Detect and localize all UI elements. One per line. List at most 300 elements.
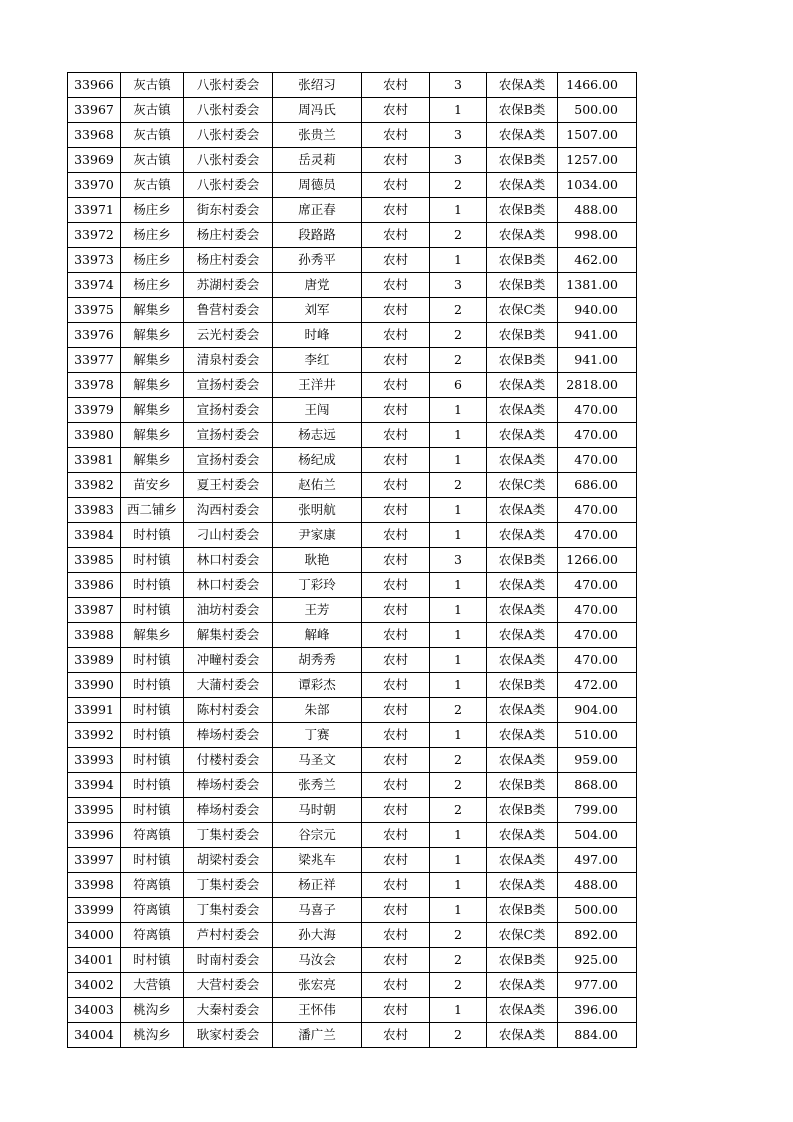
cell-amount: 504.00	[558, 823, 637, 848]
cell-type: 农村	[362, 598, 430, 623]
cell-amount: 500.00	[558, 98, 637, 123]
cell-id: 33969	[68, 148, 121, 173]
cell-village: 八张村委会	[184, 148, 273, 173]
cell-type: 农村	[362, 198, 430, 223]
cell-town: 符离镇	[121, 923, 184, 948]
cell-type: 农村	[362, 298, 430, 323]
table-row	[68, 473, 637, 498]
cell-village: 大秦村委会	[184, 998, 273, 1023]
cell-category: 农保A类	[487, 973, 558, 998]
cell-count: 3	[430, 548, 487, 573]
cell-amount: 500.00	[558, 898, 637, 923]
cell-type: 农村	[362, 323, 430, 348]
cell-category: 农保A类	[487, 223, 558, 248]
records-table	[67, 72, 637, 1048]
table-row	[68, 298, 637, 323]
cell-name: 唐党	[273, 273, 362, 298]
cell-id: 33987	[68, 598, 121, 623]
cell-type: 农村	[362, 423, 430, 448]
cell-town: 杨庄乡	[121, 248, 184, 273]
cell-type: 农村	[362, 873, 430, 898]
cell-name: 马圣文	[273, 748, 362, 773]
cell-amount: 462.00	[558, 248, 637, 273]
cell-type: 农村	[362, 548, 430, 573]
cell-count: 2	[430, 173, 487, 198]
table-row	[68, 998, 637, 1023]
cell-amount: 470.00	[558, 523, 637, 548]
cell-category: 农保B类	[487, 798, 558, 823]
cell-count: 1	[430, 573, 487, 598]
cell-count: 1	[430, 648, 487, 673]
cell-type: 农村	[362, 248, 430, 273]
cell-name: 王芳	[273, 598, 362, 623]
cell-name: 周德员	[273, 173, 362, 198]
table-row	[68, 323, 637, 348]
cell-type: 农村	[362, 123, 430, 148]
cell-town: 时村镇	[121, 848, 184, 873]
cell-category: 农保B类	[487, 948, 558, 973]
cell-type: 农村	[362, 698, 430, 723]
cell-name: 杨志远	[273, 423, 362, 448]
cell-category: 农保B类	[487, 673, 558, 698]
cell-village: 棒场村委会	[184, 773, 273, 798]
cell-village: 陈村村委会	[184, 698, 273, 723]
table-row	[68, 348, 637, 373]
cell-count: 1	[430, 673, 487, 698]
cell-category: 农保B类	[487, 248, 558, 273]
table-row	[68, 623, 637, 648]
cell-count: 3	[430, 273, 487, 298]
cell-town: 时村镇	[121, 748, 184, 773]
cell-category: 农保A类	[487, 448, 558, 473]
cell-id: 33997	[68, 848, 121, 873]
cell-town: 时村镇	[121, 948, 184, 973]
cell-count: 1	[430, 598, 487, 623]
table-row	[68, 1023, 637, 1048]
cell-count: 2	[430, 948, 487, 973]
cell-count: 2	[430, 748, 487, 773]
cell-town: 解集乡	[121, 373, 184, 398]
cell-village: 杨庄村委会	[184, 248, 273, 273]
cell-count: 1	[430, 98, 487, 123]
cell-town: 时村镇	[121, 798, 184, 823]
cell-type: 农村	[362, 848, 430, 873]
cell-village: 清泉村委会	[184, 348, 273, 373]
cell-amount: 1257.00	[558, 148, 637, 173]
cell-town: 时村镇	[121, 573, 184, 598]
cell-id: 33976	[68, 323, 121, 348]
cell-village: 棒场村委会	[184, 723, 273, 748]
cell-town: 解集乡	[121, 348, 184, 373]
cell-type: 农村	[362, 998, 430, 1023]
cell-id: 33971	[68, 198, 121, 223]
cell-category: 农保A类	[487, 723, 558, 748]
cell-id: 33980	[68, 423, 121, 448]
cell-name: 耿艳	[273, 548, 362, 573]
table-row	[68, 898, 637, 923]
cell-count: 1	[430, 398, 487, 423]
cell-village: 耿家村委会	[184, 1023, 273, 1048]
table-row	[68, 423, 637, 448]
cell-village: 宣扬村委会	[184, 373, 273, 398]
cell-village: 宣扬村委会	[184, 423, 273, 448]
cell-category: 农保B类	[487, 273, 558, 298]
cell-type: 农村	[362, 448, 430, 473]
cell-amount: 472.00	[558, 673, 637, 698]
cell-name: 张贵兰	[273, 123, 362, 148]
cell-type: 农村	[362, 373, 430, 398]
cell-id: 33989	[68, 648, 121, 673]
cell-count: 3	[430, 148, 487, 173]
table-row	[68, 723, 637, 748]
cell-id: 33982	[68, 473, 121, 498]
cell-type: 农村	[362, 723, 430, 748]
cell-amount: 940.00	[558, 298, 637, 323]
cell-count: 1	[430, 623, 487, 648]
cell-name: 李红	[273, 348, 362, 373]
cell-name: 时峰	[273, 323, 362, 348]
cell-category: 农保A类	[487, 123, 558, 148]
cell-category: 农保A类	[487, 1023, 558, 1048]
cell-town: 时村镇	[121, 723, 184, 748]
cell-type: 农村	[362, 348, 430, 373]
cell-category: 农保A类	[487, 748, 558, 773]
cell-id: 33994	[68, 773, 121, 798]
cell-village: 林口村委会	[184, 548, 273, 573]
cell-type: 农村	[362, 748, 430, 773]
cell-count: 1	[430, 198, 487, 223]
cell-name: 孙大海	[273, 923, 362, 948]
cell-count: 2	[430, 698, 487, 723]
cell-id: 33972	[68, 223, 121, 248]
table-row	[68, 673, 637, 698]
cell-name: 段路路	[273, 223, 362, 248]
cell-type: 农村	[362, 523, 430, 548]
cell-town: 时村镇	[121, 648, 184, 673]
cell-category: 农保A类	[487, 873, 558, 898]
cell-village: 宣扬村委会	[184, 448, 273, 473]
cell-town: 时村镇	[121, 523, 184, 548]
cell-amount: 977.00	[558, 973, 637, 998]
cell-amount: 396.00	[558, 998, 637, 1023]
cell-category: 农保B类	[487, 348, 558, 373]
cell-type: 农村	[362, 773, 430, 798]
cell-category: 农保B类	[487, 98, 558, 123]
table-row	[68, 648, 637, 673]
cell-id: 34001	[68, 948, 121, 973]
cell-category: 农保B类	[487, 323, 558, 348]
cell-village: 解集村委会	[184, 623, 273, 648]
cell-amount: 2818.00	[558, 373, 637, 398]
cell-name: 王闯	[273, 398, 362, 423]
cell-town: 杨庄乡	[121, 198, 184, 223]
table-row	[68, 148, 637, 173]
cell-count: 3	[430, 73, 487, 98]
cell-type: 农村	[362, 398, 430, 423]
table-row	[68, 923, 637, 948]
cell-category: 农保A类	[487, 598, 558, 623]
cell-town: 灰古镇	[121, 173, 184, 198]
cell-village: 林口村委会	[184, 573, 273, 598]
cell-amount: 904.00	[558, 698, 637, 723]
cell-id: 33990	[68, 673, 121, 698]
cell-category: 农保B类	[487, 198, 558, 223]
cell-type: 农村	[362, 973, 430, 998]
cell-category: 农保A类	[487, 623, 558, 648]
cell-name: 张秀兰	[273, 773, 362, 798]
cell-id: 33988	[68, 623, 121, 648]
cell-town: 大营镇	[121, 973, 184, 998]
cell-count: 1	[430, 848, 487, 873]
cell-id: 33978	[68, 373, 121, 398]
cell-name: 胡秀秀	[273, 648, 362, 673]
cell-type: 农村	[362, 148, 430, 173]
cell-count: 2	[430, 973, 487, 998]
table-row	[68, 223, 637, 248]
cell-count: 1	[430, 723, 487, 748]
cell-amount: 510.00	[558, 723, 637, 748]
cell-village: 付楼村委会	[184, 748, 273, 773]
cell-category: 农保A类	[487, 373, 558, 398]
cell-amount: 799.00	[558, 798, 637, 823]
cell-name: 杨纪成	[273, 448, 362, 473]
cell-category: 农保A类	[487, 698, 558, 723]
cell-town: 杨庄乡	[121, 273, 184, 298]
cell-village: 冲疃村委会	[184, 648, 273, 673]
cell-town: 时村镇	[121, 673, 184, 698]
cell-amount: 470.00	[558, 598, 637, 623]
cell-name: 马时朝	[273, 798, 362, 823]
cell-category: 农保B类	[487, 773, 558, 798]
cell-id: 33991	[68, 698, 121, 723]
cell-amount: 868.00	[558, 773, 637, 798]
cell-town: 解集乡	[121, 623, 184, 648]
cell-category: 农保B类	[487, 148, 558, 173]
cell-name: 谷宗元	[273, 823, 362, 848]
table-row	[68, 798, 637, 823]
cell-name: 张明航	[273, 498, 362, 523]
cell-amount: 470.00	[558, 423, 637, 448]
cell-category: 农保C类	[487, 473, 558, 498]
cell-category: 农保A类	[487, 73, 558, 98]
cell-count: 1	[430, 423, 487, 448]
cell-town: 符离镇	[121, 898, 184, 923]
cell-amount: 925.00	[558, 948, 637, 973]
cell-count: 1	[430, 248, 487, 273]
cell-type: 农村	[362, 98, 430, 123]
cell-category: 农保A类	[487, 573, 558, 598]
cell-type: 农村	[362, 1023, 430, 1048]
cell-town: 苗安乡	[121, 473, 184, 498]
table-row	[68, 698, 637, 723]
cell-id: 33983	[68, 498, 121, 523]
table-row	[68, 98, 637, 123]
cell-village: 时南村委会	[184, 948, 273, 973]
cell-id: 33985	[68, 548, 121, 573]
table-row	[68, 498, 637, 523]
cell-town: 灰古镇	[121, 123, 184, 148]
cell-name: 马喜子	[273, 898, 362, 923]
table-row	[68, 823, 637, 848]
cell-type: 农村	[362, 498, 430, 523]
cell-name: 刘军	[273, 298, 362, 323]
cell-village: 鲁营村委会	[184, 298, 273, 323]
cell-name: 潘广兰	[273, 1023, 362, 1048]
cell-village: 芦村村委会	[184, 923, 273, 948]
cell-name: 孙秀平	[273, 248, 362, 273]
cell-count: 6	[430, 373, 487, 398]
cell-category: 农保A类	[487, 648, 558, 673]
records-table-body	[68, 73, 637, 1048]
cell-amount: 1381.00	[558, 273, 637, 298]
cell-count: 1	[430, 498, 487, 523]
cell-name: 梁兆车	[273, 848, 362, 873]
cell-town: 符离镇	[121, 823, 184, 848]
cell-count: 2	[430, 323, 487, 348]
cell-town: 桃沟乡	[121, 1023, 184, 1048]
cell-type: 农村	[362, 923, 430, 948]
cell-id: 33975	[68, 298, 121, 323]
cell-type: 农村	[362, 173, 430, 198]
table-row	[68, 173, 637, 198]
cell-village: 八张村委会	[184, 98, 273, 123]
cell-id: 33970	[68, 173, 121, 198]
cell-name: 丁彩玲	[273, 573, 362, 598]
cell-category: 农保A类	[487, 848, 558, 873]
cell-id: 33974	[68, 273, 121, 298]
cell-village: 苏湖村委会	[184, 273, 273, 298]
cell-village: 夏王村委会	[184, 473, 273, 498]
cell-village: 云光村委会	[184, 323, 273, 348]
cell-town: 符离镇	[121, 873, 184, 898]
cell-count: 1	[430, 448, 487, 473]
cell-amount: 1034.00	[558, 173, 637, 198]
cell-village: 八张村委会	[184, 123, 273, 148]
cell-id: 33979	[68, 398, 121, 423]
cell-category: 农保A类	[487, 173, 558, 198]
cell-type: 农村	[362, 273, 430, 298]
table-row	[68, 248, 637, 273]
cell-count: 2	[430, 1023, 487, 1048]
cell-id: 33977	[68, 348, 121, 373]
table-row	[68, 873, 637, 898]
table-row	[68, 73, 637, 98]
cell-amount: 470.00	[558, 398, 637, 423]
cell-category: 农保B类	[487, 548, 558, 573]
cell-amount: 892.00	[558, 923, 637, 948]
cell-id: 33999	[68, 898, 121, 923]
cell-category: 农保A类	[487, 523, 558, 548]
cell-name: 王怀伟	[273, 998, 362, 1023]
cell-village: 大营村委会	[184, 973, 273, 998]
table-row	[68, 548, 637, 573]
cell-town: 西二铺乡	[121, 498, 184, 523]
cell-id: 34003	[68, 998, 121, 1023]
cell-category: 农保B类	[487, 898, 558, 923]
cell-count: 1	[430, 998, 487, 1023]
cell-town: 桃沟乡	[121, 998, 184, 1023]
table-row	[68, 398, 637, 423]
cell-id: 33967	[68, 98, 121, 123]
cell-type: 农村	[362, 73, 430, 98]
cell-village: 八张村委会	[184, 173, 273, 198]
cell-village: 杨庄村委会	[184, 223, 273, 248]
cell-category: 农保C类	[487, 298, 558, 323]
table-row	[68, 948, 637, 973]
cell-amount: 1266.00	[558, 548, 637, 573]
cell-town: 杨庄乡	[121, 223, 184, 248]
cell-village: 棒场村委会	[184, 798, 273, 823]
cell-town: 解集乡	[121, 423, 184, 448]
cell-village: 街东村委会	[184, 198, 273, 223]
table-row	[68, 123, 637, 148]
cell-amount: 1466.00	[558, 73, 637, 98]
cell-amount: 488.00	[558, 873, 637, 898]
table-row	[68, 848, 637, 873]
cell-id: 33992	[68, 723, 121, 748]
cell-name: 张绍习	[273, 73, 362, 98]
cell-village: 八张村委会	[184, 73, 273, 98]
table-row	[68, 973, 637, 998]
cell-type: 农村	[362, 823, 430, 848]
cell-amount: 470.00	[558, 648, 637, 673]
cell-type: 农村	[362, 573, 430, 598]
cell-id: 33968	[68, 123, 121, 148]
cell-id: 33966	[68, 73, 121, 98]
cell-id: 33996	[68, 823, 121, 848]
cell-category: 农保A类	[487, 423, 558, 448]
cell-amount: 470.00	[558, 498, 637, 523]
table-row	[68, 523, 637, 548]
cell-type: 农村	[362, 648, 430, 673]
cell-count: 2	[430, 348, 487, 373]
cell-amount: 1507.00	[558, 123, 637, 148]
cell-count: 1	[430, 523, 487, 548]
cell-count: 1	[430, 823, 487, 848]
cell-name: 周冯氏	[273, 98, 362, 123]
cell-town: 解集乡	[121, 448, 184, 473]
table-row	[68, 373, 637, 398]
cell-name: 王洋井	[273, 373, 362, 398]
cell-name: 马汝会	[273, 948, 362, 973]
table-row	[68, 273, 637, 298]
cell-town: 灰古镇	[121, 98, 184, 123]
cell-name: 朱部	[273, 698, 362, 723]
cell-amount: 470.00	[558, 573, 637, 598]
cell-amount: 959.00	[558, 748, 637, 773]
cell-village: 丁集村委会	[184, 898, 273, 923]
cell-name: 解峰	[273, 623, 362, 648]
cell-amount: 470.00	[558, 448, 637, 473]
cell-count: 2	[430, 473, 487, 498]
cell-category: 农保A类	[487, 498, 558, 523]
table-row	[68, 598, 637, 623]
cell-amount: 470.00	[558, 623, 637, 648]
cell-id: 33984	[68, 523, 121, 548]
cell-id: 33993	[68, 748, 121, 773]
cell-type: 农村	[362, 898, 430, 923]
cell-count: 2	[430, 773, 487, 798]
cell-name: 岳灵莉	[273, 148, 362, 173]
cell-count: 2	[430, 298, 487, 323]
cell-village: 宣扬村委会	[184, 398, 273, 423]
cell-category: 农保A类	[487, 823, 558, 848]
cell-amount: 497.00	[558, 848, 637, 873]
cell-town: 解集乡	[121, 398, 184, 423]
cell-name: 张宏亮	[273, 973, 362, 998]
table-row	[68, 198, 637, 223]
cell-count: 2	[430, 923, 487, 948]
